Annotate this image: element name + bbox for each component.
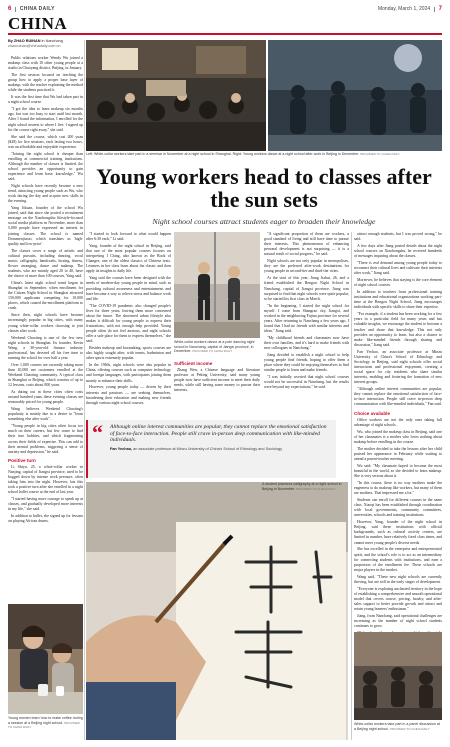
paragraph: Students can enroll for different courses in the same class. Xiaoqi has been established through coordination with local governments, community committees, universities, schools and training institutions. [354, 497, 442, 518]
paragraph: Wang believes Weekend Chaoting's popularity is mainly due to a desire to "learn something else after work". [8, 407, 83, 422]
caption-credit: PROVIDED TO CHINA DAILY [389, 726, 430, 731]
page-number-right: 7 [438, 6, 442, 12]
photo-calligraphy-illustration [86, 482, 348, 740]
paragraph: "There is real demand among young people today to reconnect their cultural lives and cultivate their interests after work," Jiang said. [354, 261, 442, 276]
paragraph: "Although online interest communities are popular, they cannot replace the emotional satisfaction of face-to-face interaction. People still crave in-person deep communication with like-minded individuals," Fan said. [354, 387, 442, 407]
caption-bottom-right [354, 722, 442, 731]
column-divider [351, 232, 352, 740]
paragraph: She has excelled in the enterprise and entrepreneurial spirit, and the school's role is to act as an intermediary for connecting students with institutions, and earn a proportion of the enrollment fee. These schools are major players in the market. [354, 547, 442, 572]
separator-bar [15, 7, 16, 12]
paragraph: Li Shiyu, 25, a white-collar worker in Nanjing, capital of Jiangxi province, used to be bogged down by intense work pressure, often taking him into the night. However, last this took a positive turn after she enrolled in a night school ballet course at the end of last year. [8, 464, 83, 495]
brand-name: CHINA DAILY [19, 6, 55, 12]
paragraph: Weekend Chaoting is one of the few new night schools in Shanghai. Its founder, Kevin Wang, a 30-year-old finance industry professional, has devoted all his free time to running the school for over half a year. [8, 335, 83, 360]
paragraph: "In the beginning, I started the night school for myself. I come from Shangrao city, Jiangxi, and worked in the neighboring Fujian province for several years. After returning to Nanchang a few years ago, I found that I had no friends with similar interests and ideas," Jiang said. [264, 303, 349, 334]
paragraph: Moreover, he believes that staying is the core element of night school courses. [354, 278, 442, 288]
quote-mark-icon: “ [92, 420, 103, 445]
subhead-choice-available: Choice available [354, 410, 391, 416]
masthead [8, 4, 442, 14]
paragraph: At the start of this year, Jiang Jiahui, 26, and a friend established the Bengou Night School in Nanchang, capital of Jiangxi province. Jiang was surprised to find that night schools were quite popular, so he started his first class in March. [264, 276, 349, 301]
paragraph: "Everyone is exploring uncharted territory in the hope of establishing a comprehensive and smooth operational model that covers course, pricing, faculty, and after-sales support to better provide growth and attract and retain young learners' enthusiasm." [354, 586, 442, 612]
caption-text: White-collar workers take part in a panel discussion at a Beijing night school. [354, 722, 440, 731]
paragraph: "I started to look forward to what would happen after 6:30 each," Li said. [86, 232, 171, 242]
column-divider [84, 40, 85, 740]
quote-attribution [110, 447, 330, 451]
photo-panel-discussion [354, 632, 442, 720]
caption-bottom-left [8, 716, 83, 730]
paragraph: Wu, who joined the makeup class in Beijing, said one of her classmates is a mother who loves nothing about makeup before enrolling in the course. [354, 429, 442, 444]
photo-panel-illustration [354, 632, 442, 720]
article-column-2b [174, 358, 260, 418]
separator-bar [434, 7, 435, 12]
paragraph: She said the course, which cost 200 yuan ($28) for five sessions, each lasting two hours, was an affordable and enjoyable experience. [8, 134, 83, 149]
paragraph: The first session focused on teaching the group how to apply a proper base layer of makeup, with the teacher explaining the method while the students practiced it. [8, 73, 83, 93]
article-column-3 [264, 232, 349, 419]
photo-seminar-illustration [86, 40, 266, 151]
page-number-left: 6 [8, 6, 12, 12]
paragraph: "Joining the night school is cheaper than enrolling at commercial training institutions. Although the number of classes is limited, the school provides an opportunity to gain experience and learn basic knowledge," Wu said. [8, 151, 83, 182]
byline-author: By ZHAO RUINAN [8, 39, 41, 43]
photo-coffee-illustration [8, 604, 83, 714]
headline: Young workers head to classes after the sun sets [96, 164, 432, 212]
photo-dance-illustration [268, 40, 442, 151]
paragraph: "I was initially worried that night school courses would not be successful in Nanchang, but the results were beyond my expectations," he said. [264, 375, 349, 390]
paragraph: In addition to ballet, she signed up for lessons on playing African drums. [8, 514, 83, 524]
caption-calligraphy [262, 482, 348, 491]
paragraph: Jiang, from Nanchang, said operational challenges are increasing as the number of night school students continues to grow. [354, 613, 442, 629]
paragraph: "I got the idea to learn makeup six months ago, but was too busy to start until last month. After I found the information, I enrolled for the night school nearest to where I live. I signed up for the course right away," she said. [8, 107, 83, 132]
paragraph: In addition to teachers from professional training institutions and educational organizations working part-time at the Bengou Night School, Jiang encourages individuals with specific skills to share their expertise. [354, 290, 442, 310]
paragraph: attract enough students, but I was proved wrong," he said. [354, 232, 442, 242]
paragraph: Night schools are not only popular in metropolises, they are the preferred after-work destinations for young people in second-tier and third-tier cities. [264, 259, 349, 274]
article-column-4 [354, 232, 442, 628]
photo-pole-dance [174, 232, 260, 338]
byline-email: zhaoruinan@chinadaily.com.cn [8, 44, 61, 48]
caption-middle [174, 340, 260, 354]
photo-pole-dance-illustration [174, 232, 260, 338]
subhead-sufficient-income: Sufficient income [174, 361, 213, 366]
paragraph: As dating out in these cities often costs around hundred yuan, these evening classes are reasonably priced for young people. [8, 390, 83, 405]
paragraph: Yang Jikuan, founder of the school Wu joined, said that since she posted a recruitment message on the Xiaohongshu lifestyle-focused social media platform in November, more than 5,000 people have expressed an interest in joining classes. The school is named Dorumenjiaoxi, which translates as 'high-quality and low-price'. [8, 206, 83, 246]
paragraph: The mother decided to take the lessons after her child praised her appearance in February while waiting to attend a parent-teacher meeting. [354, 446, 442, 461]
paragraph: Jiang decided to establish a night school to help young people find friends, hoping to offer them a place where they could be enjoying themselves to find similar people to learn and make friends. [264, 353, 349, 373]
paragraph: China's latest night school trend began in Shanghai in September, when enrollment for the Citizen Night School in Shanghai attracted 150,000 applicants competing for 10,000 places, which caused the enrollment platform to crash. [8, 281, 83, 311]
paragraph: Zhang Wen, a Chinese language and literature professor at Peking University, said many young people now have sufficient income to meet their daily needs, while still having some money to pursue their interests. [174, 368, 260, 393]
photo-coffee-class [8, 604, 83, 714]
paragraph: "A significant proportion of them are workers, a good standard of living and still have time to pursue their interests. This phenomenon of enhancing personal development is not surprising — it is a natural result of social progress," he said. [264, 232, 349, 257]
section-rule [8, 33, 442, 35]
paragraph: In the 1960s, night schools were also popular in China, offering courses such as computer technology and foreign languages, with participants joining them mainly to enhance their skills. [86, 363, 171, 383]
paragraph: "In this course, there is no way mothers make the eagerness to do makeup like workers, but many of them are mothers. That impressed me a lot." [354, 480, 442, 496]
paragraph: Besides makeup and boxmaking, sports courses are also highly sought after, with tennis, badminton and other sports extremely popular. [86, 346, 171, 361]
paragraph: "The COVID-19 pandemic also changed people's lives for three years, leaving them more concerned about the future. The shortened urban lifestyle also makes it difficult for young people to express their frustrations, with not enough help provided. Young people often do not feel anxious, and night schools offer a safe place for them to express themselves," she said. [86, 303, 171, 344]
caption-credit: PROVIDED TO CHINA DAILY [295, 486, 336, 491]
subhead-positive-turn: Positive turn [8, 457, 36, 463]
paragraph: However, young people today — driven by their interests and passions — are seeking themselves, broadening their education and making new friends through various night school courses. [86, 385, 171, 405]
paragraph: "Young people in big cities often focus too much on their careers, but few come to find their true hobbies, and which fragmenting across their fields of expertise. This can add to their mental problems, triggering a sense of anxiety and depression," he said. [8, 424, 83, 454]
paragraph: A few days after Jiang posted details about the night school courses on Xiaohongshu, he received hundreds of messages inquiring about the classes. [354, 243, 442, 259]
caption-text: White-collar workers dance at a pole dancing night school in Nanchang, capital of Jiangxi province, in December. [174, 340, 255, 354]
quote-role: an associate professor at Minzu University of China's School of Ethnology and Sociology [133, 446, 283, 451]
quote-text: Although online interest communities are popular, they cannot replace the emotional satisfaction of face-to-face interaction. People still crave in-person deep communication with like-minded individuals. [110, 424, 327, 444]
caption-text: Left: White-collar workers take part in a seminar in November at a night school in Shanghai. Right: Young workers dance at a night school after work in Beijing in December. [86, 152, 360, 156]
issue-date: Monday, March 1, 2024 [377, 6, 431, 12]
paragraph: "My childhood friends and classmates now have their own families, and it's hard to make friends with new colleagues in Nanchang." [264, 335, 349, 351]
paragraph: Night schools have recently become a new trend, attracting young people such as Wu, who work during the day and acquire new skills in the evening. [8, 183, 83, 204]
paragraph: "I started having more courage to speak up at classes, and gradually developed more interests in my life," she said. [8, 497, 83, 512]
paragraph: Fan Yechao, an associate professor at Minzu University of China's School of Ethnology and Sociology in Beijing, said night schools offer social interactions and professional enjoyment, creating a social space for city residents who share similar interests, enabling and fostering the formation of new interest groups. [354, 349, 442, 385]
article-column-2 [86, 232, 171, 419]
paragraph: Yang, founder of the night school in Beijing, said that one of the most popular courses focuses on interpreting I Ching, also known as the Book of Changes, one of the oldest classics of Chinese texts. Learners in her class learn about the classic and then apply its insights to daily life. [86, 243, 171, 274]
paragraph: Wu said: "My classmate hoped to become the most beautiful in the world, so she decided to learn makeup. She is very serious about it. [354, 463, 442, 478]
caption-credit: PROVIDED TO CHINA DAILY [8, 720, 80, 730]
caption-text: Young women learn how to make coffee during a session at a Beijing night school. [8, 716, 83, 725]
paragraph: Over 1,000 courses are currently taking more than 10,000 net customers enrolled at the Weekend Chaoting community. A typical class in Shanghai or Beijing, which consists of up to 12 lessons, costs about 800 yuan. [8, 362, 83, 388]
paragraph: However, Yang, founder of the night school in Beijing, said these institutions with official backgrounds, such as cultural activity centers, are limited in number, have relatively fixed class times, and cannot meet young people's diverse needs. [354, 520, 442, 545]
paragraph: "For example, if a student has been working for a few years in a particular field for many years and has valuable insights, we encourage the student to become a teacher and share that knowledge. This not only provides an opportunity to learn, but also a chance to make like-minded friends through sharing and discussion," Jiang said. [354, 312, 442, 347]
photo-calligraphy [86, 482, 348, 740]
paragraph: It was the first time that Wu had taken part in a night school course. [8, 95, 83, 105]
paragraph: Since then, night schools have become increasingly popular in big cities, with many young white-collar workers choosing to join classes after work. [8, 313, 83, 333]
paragraph: The classes cover a range of artistic and cultural pursuits, including dancing, vocal music, calligraphy, handcrafts, boxing, fitness, flower arranging, dance and makeup. The students, who are mainly aged 20 to 40, have the choice of more than 100 courses, Yang said. [8, 248, 83, 279]
section-title: CHINA [8, 14, 68, 33]
paragraph: Yang said the courses have been designed with the needs of modern-day young people in mind, such as providing cultural awareness and entertainment, and have become a way to relieve stress and balance work and life. [86, 276, 171, 301]
caption-text: A student practices calligraphy at a night school in Beijing in November. [262, 482, 342, 491]
paragraph: Public relations worker Wendy Wu joined a makeup class with 10 other young people at a studio in Chaoyang district, Beijing, in January. [8, 56, 83, 71]
byline-location: in Nanchang [41, 39, 63, 43]
byline [8, 39, 83, 49]
photo-dance [268, 40, 442, 151]
deck: Night school courses attract students eager to broaden their knowledge [152, 217, 376, 226]
pull-quote [86, 420, 336, 478]
paragraph: Wang said, "These new night schools are currently thriving, but are still in the early stages of development. [354, 574, 442, 584]
paragraph: Office workers are not the only ones taking full advantage of night schools. [354, 417, 442, 427]
caption-credit: PROVIDED TO CHINA DAILY [360, 152, 400, 156]
quote-author: Fan Yechao, [110, 446, 133, 451]
photo-seminar [86, 40, 266, 151]
caption-credit: PROVIDED TO CHINA DAILY [192, 349, 233, 354]
caption-top [86, 152, 442, 157]
